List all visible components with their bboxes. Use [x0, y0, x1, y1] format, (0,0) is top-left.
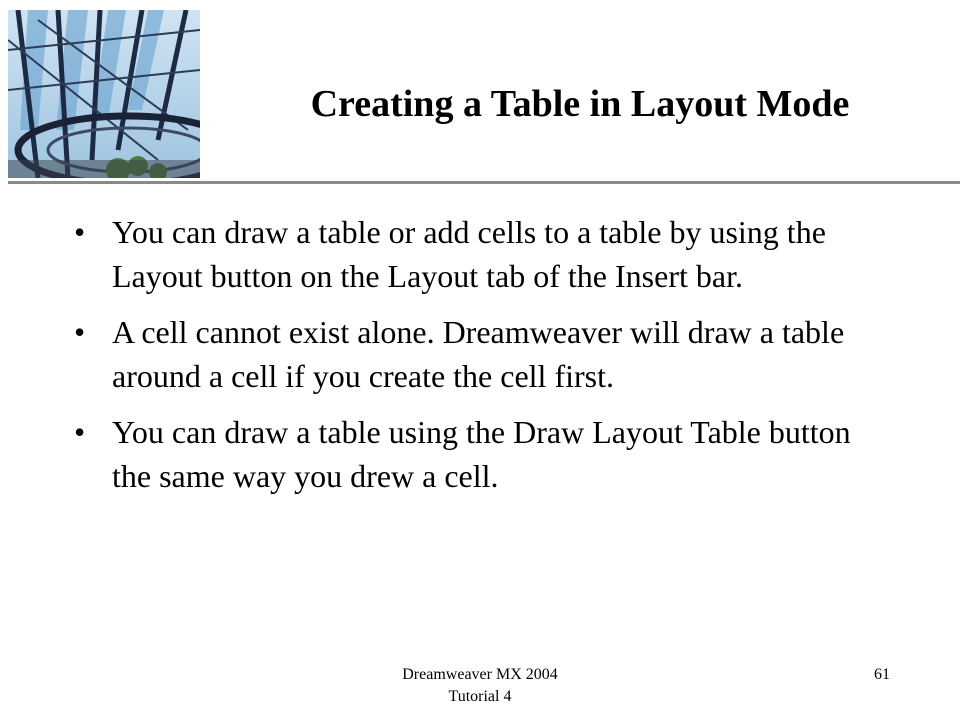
bullet-dot-icon: •	[74, 314, 86, 350]
corner-architecture-photo	[8, 10, 200, 178]
footer-course	[330, 664, 630, 708]
slide-title: Creating a Table in Layout Mode	[310, 83, 850, 125]
footer-line2: Tutorial 4	[448, 688, 512, 705]
bullet-text: You can draw a table using the Draw Layout Table button the same way you drew a cell.	[112, 414, 851, 494]
bullet-item	[74, 210, 894, 298]
bullet-dot-icon: •	[74, 414, 86, 450]
bullet-list	[74, 210, 894, 510]
title-divider	[8, 181, 960, 184]
bullet-item	[74, 310, 894, 398]
bullet-dot-icon: •	[74, 214, 86, 250]
bullet-item	[74, 410, 894, 498]
bullet-text: You can draw a table or add cells to a table by using the Layout button on the Layout tab of the Insert bar.	[112, 214, 826, 294]
page-number: 61	[874, 666, 890, 683]
bullet-text: A cell cannot exist alone. Dreamweaver will draw a table around a cell if you create the cell first.	[112, 314, 845, 394]
footer-line1: Dreamweaver MX 2004	[402, 666, 558, 683]
